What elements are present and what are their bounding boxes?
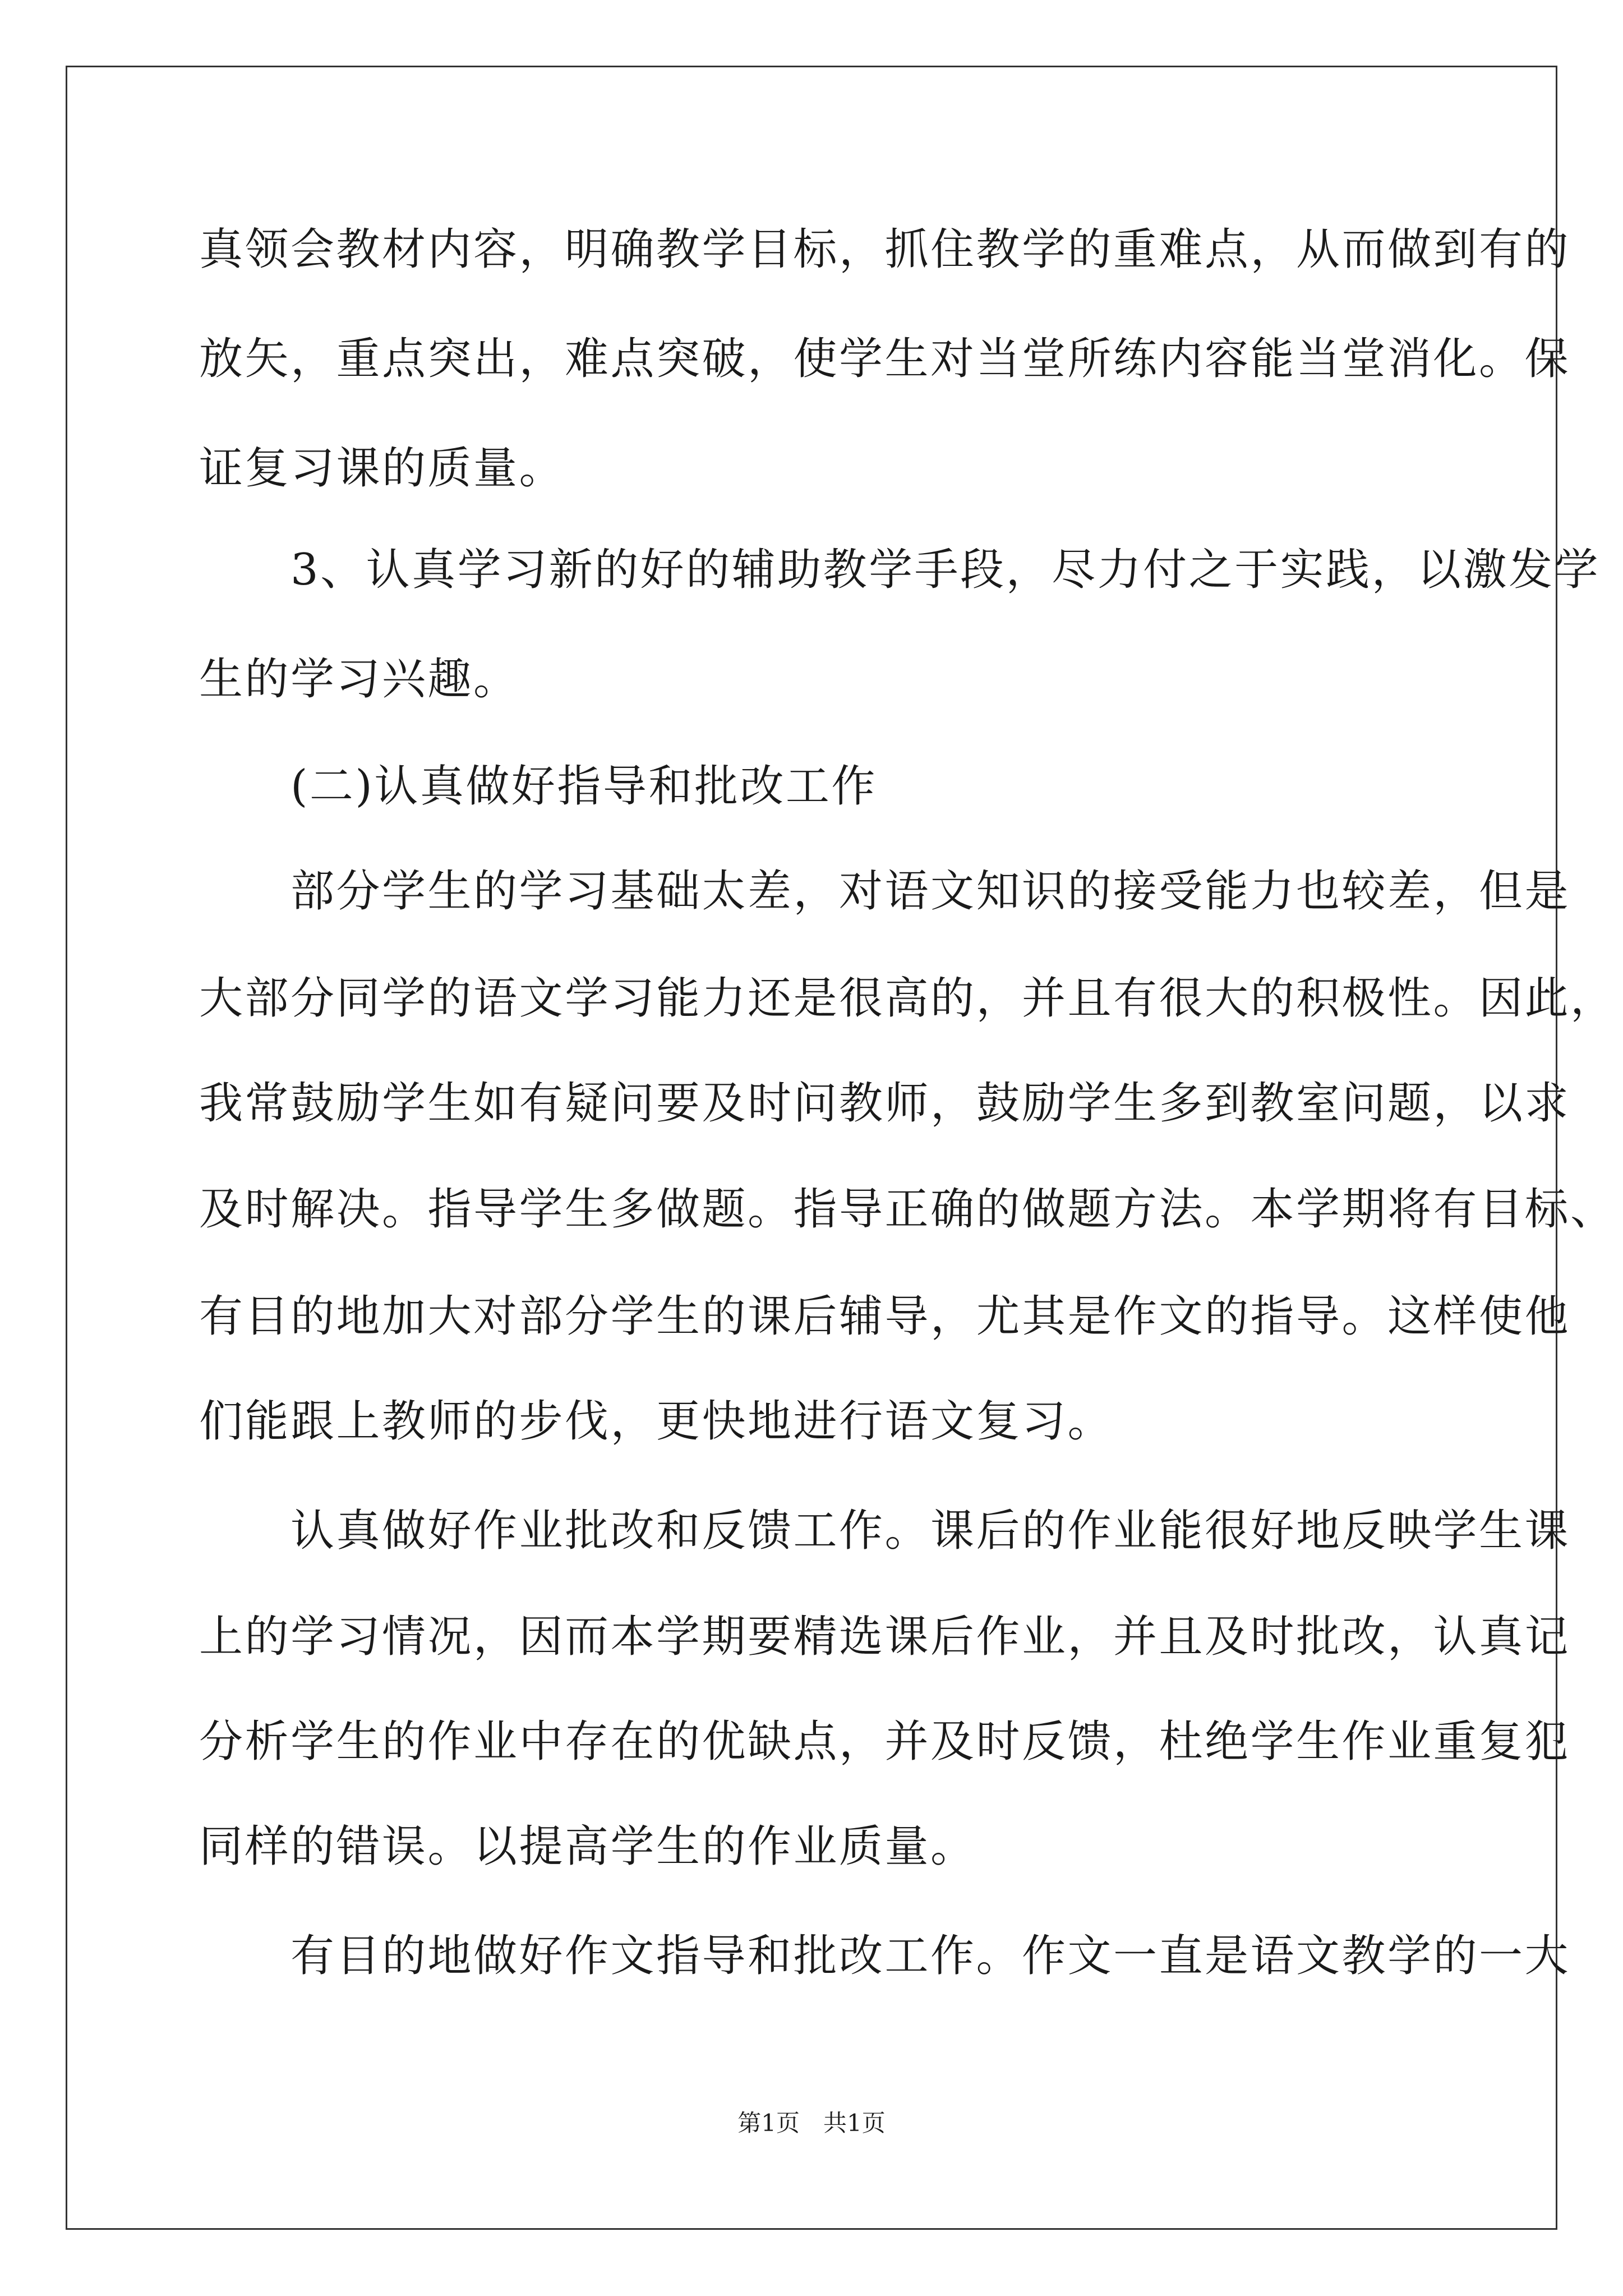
section-heading: (二)认真做好指导和批改工作 xyxy=(199,761,877,812)
body-text-line: 同样的错误。以提高学生的作业质量。 xyxy=(199,1821,976,1872)
body-text-line: 真领会教材内容，明确教学目标，抓住教学的重难点，从而做到有的 xyxy=(199,224,1571,275)
body-text-line: 证复习课的质量。 xyxy=(199,443,565,494)
body-text-line: 大部分同学的语文学习能力还是很高的，并且有很大的积极性。因此， xyxy=(199,973,1616,1024)
body-text-line: 上的学习情况，因而本学期要精选课后作业，并且及时批改，认真记 xyxy=(199,1612,1571,1662)
body-text-line: 部分学生的学习基础太差，对语文知识的接受能力也较差，但是 xyxy=(199,866,1571,917)
body-text-line: 放矢，重点突出，难点突破，使学生对当堂所练内容能当堂消化。保 xyxy=(199,334,1571,384)
body-text-line: 3、认真学习新的好的辅助教学手段，尽力付之于实践，以激发学 xyxy=(199,545,1601,595)
body-text-line: 有目的地加大对部分学生的课后辅导，尤其是作文的指导。这样使他 xyxy=(199,1291,1571,1342)
body-text-line: 认真做好作业批改和反馈工作。课后的作业能很好地反映学生课 xyxy=(199,1506,1571,1556)
body-text-line: 分析学生的作业中存在的优缺点，并及时反馈，杜绝学生作业重复犯 xyxy=(199,1717,1571,1767)
page-border xyxy=(66,66,1557,2230)
page-footer: 第1页 共1页 xyxy=(737,2109,886,2137)
body-text-line: 有目的地做好作文指导和批改工作。作文一直是语文教学的一大 xyxy=(199,1931,1571,1981)
body-text-line: 及时解决。指导学生多做题。指导正确的做题方法。本学期将有目标、 xyxy=(199,1184,1616,1235)
body-text-line: 生的学习兴趣。 xyxy=(199,654,519,705)
body-text-line: 们能跟上教师的步伐，更快地进行语文复习。 xyxy=(199,1396,1114,1447)
body-text-line: 我常鼓励学生如有疑问要及时问教师，鼓励学生多到教室问题，以求 xyxy=(199,1078,1571,1129)
